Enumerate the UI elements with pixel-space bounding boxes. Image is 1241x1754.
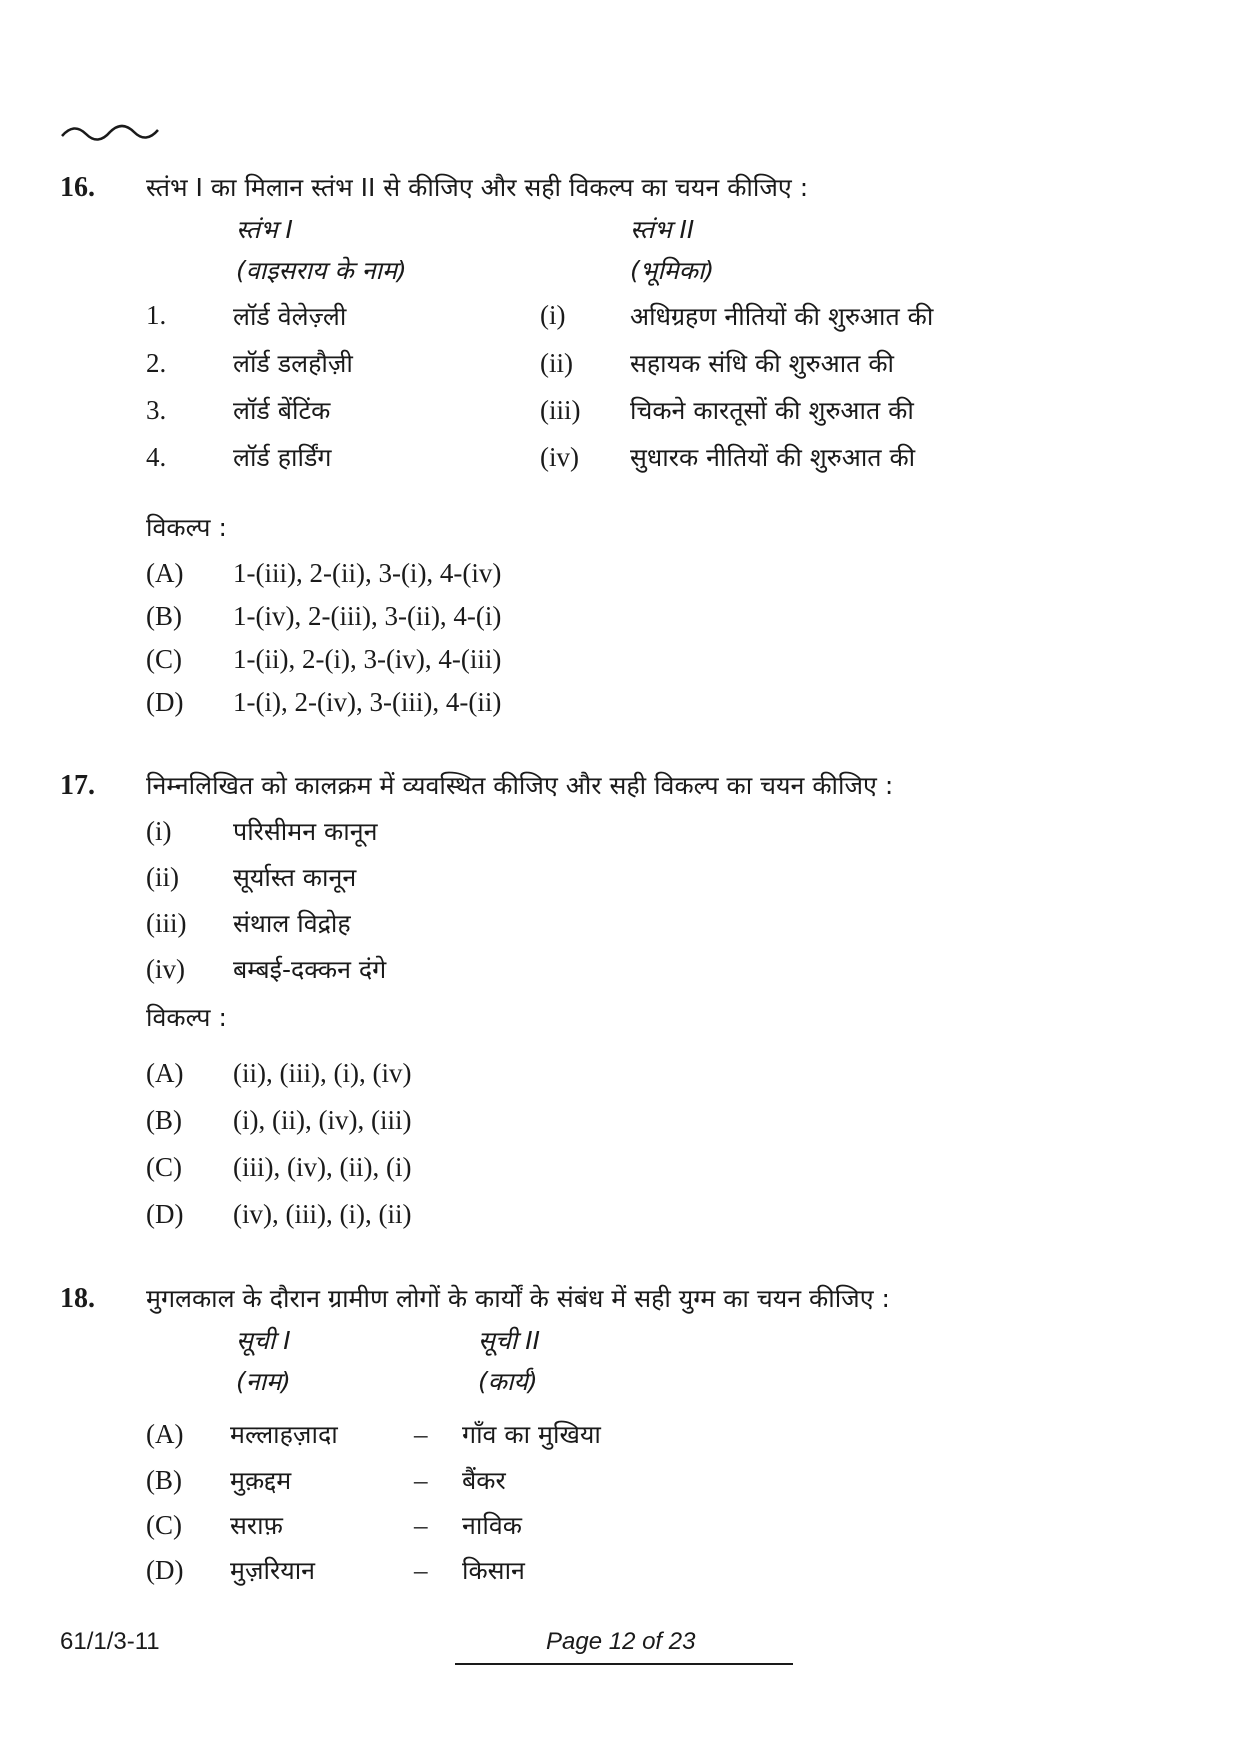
q16-row-roman: (ii) [540,348,573,378]
q17-option-label: (B) [146,1105,182,1135]
question-number-17: 17. [60,770,95,801]
paper-code: 61/1/3-11 [60,1628,160,1655]
q17-options-label: विकल्प : [146,1003,227,1032]
q18-column-1-subtitle: (नाम) [236,1367,291,1396]
q17-option-text: (iii), (iv), (ii), (i) [233,1152,412,1182]
q16-option-label: (C) [146,644,182,674]
q17-option-text: (iv), (iii), (i), (ii) [233,1199,412,1229]
q16-option-text: 1-(iii), 2-(ii), 3-(i), 4-(iv) [233,558,502,588]
q18-column-2-title: सूची II [478,1326,540,1355]
q18-option-label: (C) [146,1510,182,1540]
q17-item-label: (iii) [146,908,187,938]
q16-row-roman: (i) [540,300,566,330]
question-16-prompt: स्तंभ I का मिलान स्तंभ II से कीजिए और सही विकल्प का चयन कीजिए : [146,173,809,202]
q16-column-2-subtitle: (भूमिका) [630,256,715,285]
q16-column-2-title: स्तंभ II [630,215,695,244]
q16-options-label: विकल्प : [146,513,227,542]
q16-option-text: 1-(ii), 2-(i), 3-(iv), 4-(iii) [233,644,502,674]
q17-item-text: सूर्यास्त कानून [233,863,357,892]
q18-column-1-title: सूची I [236,1326,291,1355]
q17-option-label: (C) [146,1152,182,1182]
q18-option-name: मुज़रियान [230,1556,316,1585]
q16-row-viceroy: लॉर्ड हार्डिंग [233,443,332,472]
q16-row-role: सुधारक नीतियों की शुरुआत की [630,443,916,472]
q17-item-text: संथाल विद्रोह [233,909,351,938]
page-number: Page 12 of 23 [546,1628,696,1655]
q17-item-label: (i) [146,816,172,846]
q16-row-roman: (iii) [540,395,581,425]
q18-option-label: (B) [146,1465,182,1495]
q18-option-label: (D) [146,1555,184,1585]
q16-option-label: (B) [146,601,182,631]
q16-row-viceroy: लॉर्ड बेंटिंक [233,396,331,425]
q17-option-label: (D) [146,1199,184,1229]
q16-row-roman: (iv) [540,442,579,472]
q18-option-work: बैंकर [462,1466,506,1495]
q17-item-label: (ii) [146,862,179,892]
q18-option-name: सराफ़ [230,1511,283,1540]
q16-column-1-subtitle: (वाइसराय के नाम) [236,256,407,285]
q16-row-number: 1. [146,300,167,330]
question-number-16: 16. [60,172,95,203]
q18-option-work: गाँव का मुखिया [462,1420,601,1449]
q16-row-role: अधिग्रहण नीतियों की शुरुआत की [630,302,934,331]
q16-row-viceroy: लॉर्ड वेलेज़्ली [233,302,347,331]
q17-item-text: परिसीमन कानून [233,817,378,846]
q16-option-label: (D) [146,687,184,717]
q18-dash: – [414,1555,428,1585]
q18-option-work: किसान [462,1556,525,1585]
q18-dash: – [414,1465,428,1495]
question-number-18: 18. [60,1283,95,1314]
q17-item-label: (iv) [146,954,185,984]
q18-option-label: (A) [146,1419,184,1449]
q17-option-text: (i), (ii), (iv), (iii) [233,1105,412,1135]
q18-dash: – [414,1419,428,1449]
q17-item-text: बम्बई-दक्कन दंगे [233,955,387,984]
q18-option-name: मल्लाहज़ादा [230,1420,338,1449]
q17-option-text: (ii), (iii), (i), (iv) [233,1058,412,1088]
q16-row-number: 2. [146,348,167,378]
q16-option-text: 1-(iv), 2-(iii), 3-(ii), 4-(i) [233,601,502,631]
q18-dash: – [414,1510,428,1540]
q16-row-number: 3. [146,395,167,425]
footer-divider [455,1663,793,1665]
q16-row-number: 4. [146,442,167,472]
q18-option-name: मुक़द्दम [230,1466,292,1495]
wave-mark-icon [60,118,160,148]
question-18-prompt: मुगलकाल के दौरान ग्रामीण लोगों के कार्यों के संबंध में सही युग्म का चयन कीजिए : [146,1284,890,1313]
q16-column-1-title: स्तंभ I [236,215,293,244]
q16-option-text: 1-(i), 2-(iv), 3-(iii), 4-(ii) [233,687,502,717]
q16-row-viceroy: लॉर्ड डलहौज़ी [233,349,353,378]
q17-option-label: (A) [146,1058,184,1088]
q16-row-role: चिकने कारतूसों की शुरुआत की [630,396,914,425]
q16-option-label: (A) [146,558,184,588]
question-17-prompt: निम्नलिखित को कालक्रम में व्यवस्थित कीजिए और सही विकल्प का चयन कीजिए : [146,771,894,800]
q16-row-role: सहायक संधि की शुरुआत की [630,349,894,378]
q18-option-work: नाविक [462,1511,522,1540]
q18-column-2-subtitle: (कार्य) [478,1367,538,1396]
